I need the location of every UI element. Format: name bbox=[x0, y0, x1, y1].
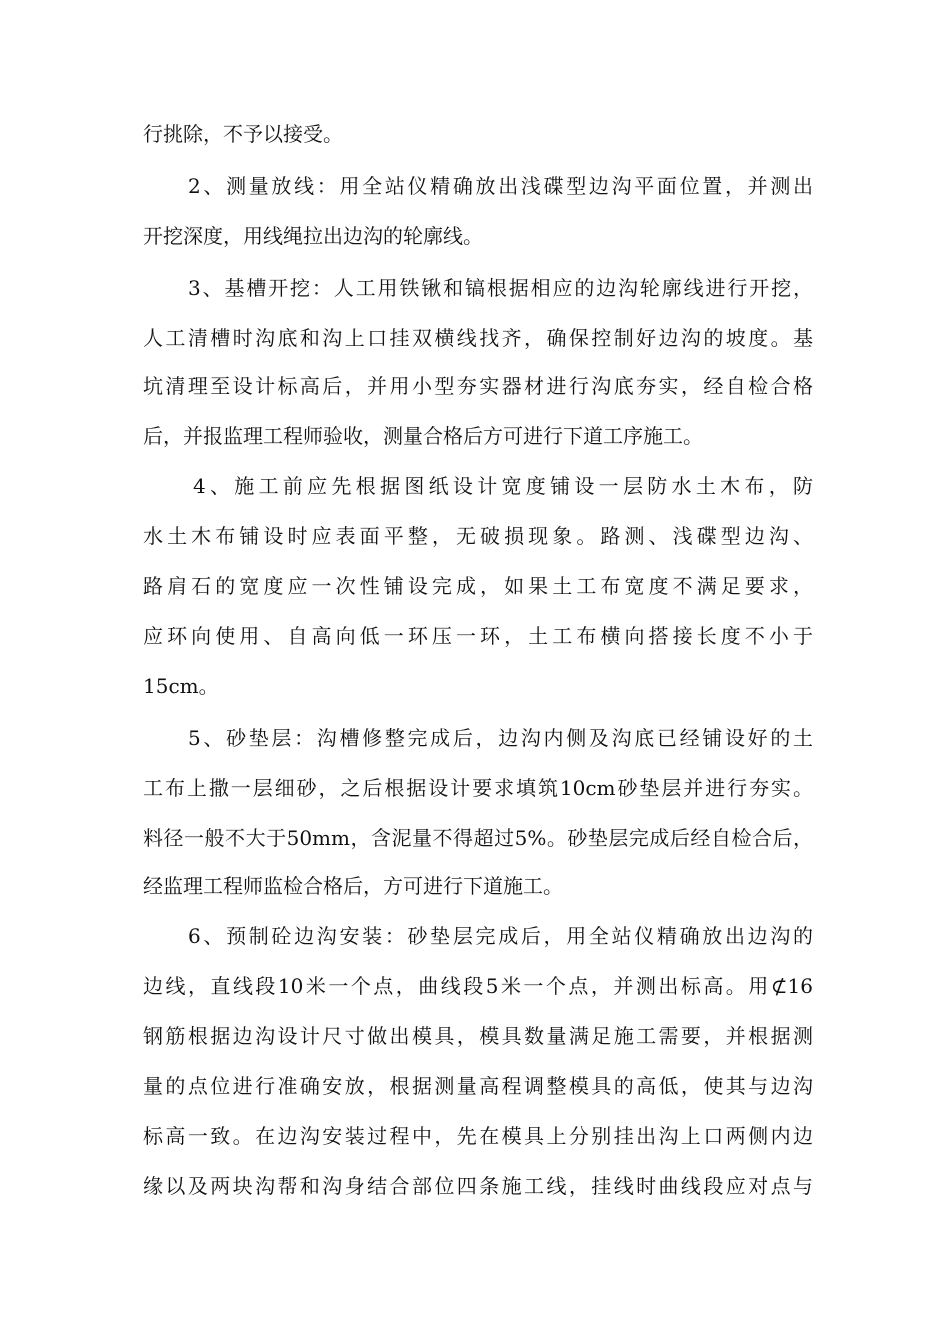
text-line: 4、施工前应先根据图纸设计宽度铺设一层防水土木布，防 bbox=[193, 474, 813, 498]
text-line: 后，并报监理工程师验收，测量合格后方可进行下道工序施工。 bbox=[143, 424, 703, 448]
text-line: 水土木布铺设时应表面平整，无破损现象。路测、浅碟型边沟、 bbox=[143, 524, 813, 548]
text-line: 料径一般不大于50mm，含泥量不得超过5%。砂垫层完成后经自检合后， bbox=[143, 826, 813, 850]
text-line: 钢筋根据边沟设计尺寸做出模具，模具数量满足施工需要，并根据测 bbox=[143, 1024, 813, 1048]
text-line: 边线，直线段10米一个点，曲线段5米一个点，并测出标高。用⊄16 bbox=[143, 974, 813, 998]
text-line: 2、测量放线：用全站仪精确放出浅碟型边沟平面位置，并测出 bbox=[188, 174, 813, 198]
text-line: 标高一致。在边沟安装过程中，先在模具上分别挂出沟上口两侧内边 bbox=[143, 1124, 813, 1148]
text-line: 缘以及两块沟帮和沟身结合部位四条施工线，挂线时曲线段应对点与 bbox=[143, 1174, 813, 1198]
text-line: 行挑除，不予以接受。 bbox=[143, 122, 343, 146]
text-line: 6、预制砼边沟安装：砂垫层完成后，用全站仪精确放出边沟的 bbox=[188, 924, 813, 948]
text-line: 路肩石的宽度应一次性铺设完成，如果土工布宽度不满足要求， bbox=[143, 574, 813, 598]
text-line: 开挖深度，用线绳拉出边沟的轮廓线。 bbox=[143, 224, 483, 248]
text-line: 5、砂垫层：沟槽修整完成后，边沟内侧及沟底已经铺设好的土 bbox=[188, 726, 813, 750]
text-line: 15cm。 bbox=[143, 674, 219, 698]
text-line: 坑清理至设计标高后，并用小型夯实器材进行沟底夯实，经自检合格 bbox=[143, 374, 813, 398]
text-line: 人工清槽时沟底和沟上口挂双横线找齐，确保控制好边沟的坡度。基 bbox=[143, 326, 813, 350]
text-line: 量的点位进行准确安放，根据测量高程调整模具的高低，使其与边沟 bbox=[143, 1074, 813, 1098]
text-line: 应环向使用、自高向低一环压一环，土工布横向搭接长度不小于 bbox=[143, 624, 813, 648]
text-line: 工布上撒一层细砂，之后根据设计要求填筑10cm砂垫层并进行夯实。 bbox=[143, 776, 813, 800]
text-line: 经监理工程师监检合格后，方可进行下道施工。 bbox=[143, 874, 563, 898]
text-line: 3、基槽开挖：人工用铁锹和镐根据相应的边沟轮廓线进行开挖， bbox=[188, 276, 813, 300]
